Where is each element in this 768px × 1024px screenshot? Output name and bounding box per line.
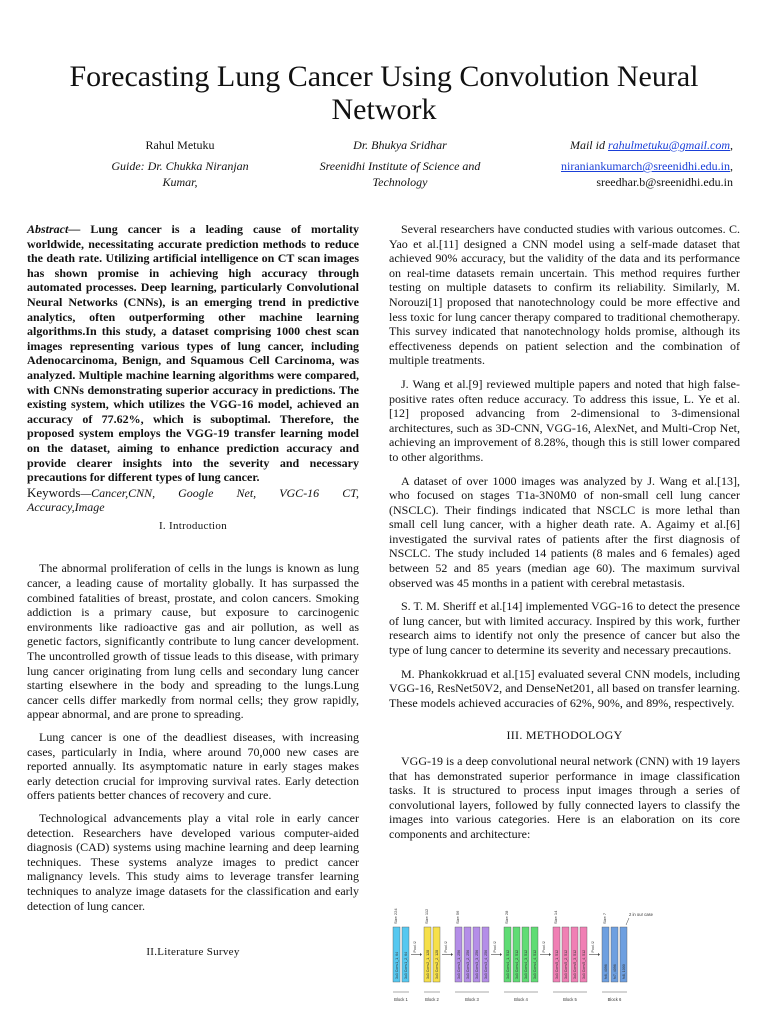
email-link-1[interactable]: rahulmetuku@gmail.com <box>607 138 730 152</box>
email-separator: , <box>730 159 733 173</box>
author-affiliation: Guide: Dr. Chukka Niranjan Kumar, <box>111 159 249 189</box>
block-label: Block 6 <box>607 997 622 1002</box>
layer-label: 3x3 Conv4_3, 512 <box>524 949 528 979</box>
section-heading-methodology: III. METHODOLOGY <box>506 728 623 743</box>
literature-paragraph: S. T. M. Sheriff et al.[14] implemented VGG-16 to detect the presence of lung cancer, but with limited accuracy. Inspired by this work, further research aims to identify not only the presence of cancer but also the type of lung cancer to determine its severity and necessary precautions. <box>389 599 740 658</box>
size-label: Size 14 <box>553 910 558 924</box>
paper-title: Forecasting Lung Cancer Using Convolution Neural Network <box>69 60 699 126</box>
layer-label: 3x3 Conv4_1, 512 <box>506 949 510 979</box>
layer-label: 3x3 Conv2_2, 128 <box>435 949 439 979</box>
case-label: 2 in our case <box>629 912 653 917</box>
block-label: Block 1 <box>394 997 408 1002</box>
block-label: Block 4 <box>514 997 528 1002</box>
intro-paragraph: Technological advancements play a vital role in early cancer detection. Researchers have developed various computer-aided diagnosis (CAD) systems using machine learning and deep learning techniques. These systems analyze images to predict cancer malignancy levels. This study aims to leverage transfer learning techniques to analyze image datasets for the classification and early detection of lung cancer. <box>27 810 359 913</box>
pool-arrow-head <box>549 953 551 956</box>
block-label: Block 2 <box>425 997 439 1002</box>
case-arrow <box>626 918 629 925</box>
layer-label: 3x3 Conv1_1, 64 <box>395 951 399 979</box>
layer-label: 3x3 Conv2_1, 128 <box>426 949 430 979</box>
layer-label: 3x3 Conv1_2, 64 <box>404 951 408 979</box>
literature-paragraph: A dataset of over 1000 images was analyzed by J. Wang et al.[13], who focused on stages T1a-3N0M0 of non-small cell lung cancer (NSCLC). Their findings indicated that NSCLC is more lethal than small cell lung cancer, with a higher death rate. A. Agaimy et al.[6] investigated the survival rates of patients after the first diagnosis of NSCLC. The study included 14 patients (8 males and 6 females) aged between 52 and 85 years (median age 60). The maximum survival observed was 45 months in a patient with cerebral metastasis. <box>389 473 740 590</box>
literature-paragraph: Several researchers have conducted studies with various outcomes. C. Yao et al.[11] designed a CNN model using a self-made dataset that achieved 90% accuracy, but the validity of the data and its performance on real-time datasets remain uncertain. This method requires further testing on multiple datasets to confirm its reliability. Similarly, M. Norouzi[1] proposed that nanotechnology could be more effective and less toxic for lung cancer therapy compared to traditional chemotherapy. This survey indicated that nanotechnology holds promise, although its effectiveness depends on patient selection and the combination of multiple treatments. <box>389 222 740 368</box>
size-label: Size 56 <box>455 910 460 924</box>
contact-line-1 <box>515 137 733 153</box>
size-label: Size 224 <box>393 908 398 924</box>
layer-label: 3x3 Conv5_1, 512 <box>555 949 559 979</box>
left-column <box>27 222 359 960</box>
section-heading-introduction: I. Introduction <box>158 519 228 532</box>
vgg19-architecture-figure <box>389 900 689 1015</box>
layer-label: 3x3 Conv4_2, 512 <box>515 949 519 979</box>
keywords <box>27 486 359 515</box>
author-block-2 <box>300 137 500 190</box>
block-label: Block 5 <box>563 997 577 1002</box>
pool-label: Pool /2 <box>591 941 595 953</box>
pool-label: Pool /2 <box>444 941 448 953</box>
layer-label: 3x3 Conv4_4, 512 <box>533 949 537 979</box>
layer-label: 3x3 Conv3_1, 256 <box>457 949 461 979</box>
mail-label: Mail id <box>569 138 608 152</box>
pool-label: Pool /2 <box>493 941 497 953</box>
abstract-text: Lung cancer is a leading cause of mortality worldwide, necessitating accurate prediction methods to reduce the death rate. Utilizing artificial intelligence on CT scan images has shown promise in achieving high accuracy through automated processes. Deep learning, particularly Convolutional Neural Networks (CNNs), is an emerging trend in predictive analytics, often outperforming other machine learning algorithms.In this study, a dataset comprising 1000 chest scan images representing various types of lung cancer, including Adenocarcinoma, Benign, and Squamous Cell Carcinoma, was analyzed. Multiple machine learning algorithms were compared, with CNNs demonstrating superior accuracy in predictions. The existing system, which utilizes the VGG-16 model, achieved an accuracy of 77.62%, which is suboptimal. Therefore, the proposed system employs the VGG-19 transfer learning model on the dataset, aiming to enhance prediction accuracy and provide clearer insights into the severity and necessary precautions for different types of lung cancer. <box>27 222 359 485</box>
intro-paragraph: Lung cancer is one of the deadliest diseases, with increasing cases, particularly in India, where around 70,000 new cases are reported annually. Its asymptomatic nature in early stages makes early detection crucial for improving survival rates. Early detection offers patients better chances of recovery and cure. <box>27 730 359 803</box>
keywords-text: —Cancer,CNN, Google Net, VGC-16 CT, Accuracy,Image <box>27 485 359 515</box>
right-column <box>389 222 740 851</box>
abstract-lead: Abstract— <box>27 222 81 236</box>
pool-label: Pool /2 <box>413 941 417 953</box>
email-text-3: sreedhar.b@sreenidhi.edu.in <box>596 175 733 189</box>
layer-label: fc7, 4096 <box>613 964 617 979</box>
layer-label: 3x3 Conv5_4, 512 <box>582 949 586 979</box>
literature-paragraph: M. Phankokkruad et al.[15] evaluated several CNN models, including VGG-16, ResNet50V2, and DenseNet201, all based on transfer learning. These models achieved accuracies of 62%, 90%, and 89%, respectively. <box>389 666 740 710</box>
pool-label: Pool /2 <box>542 941 546 953</box>
author-name: Dr. Bhukya Sridhar <box>353 138 447 152</box>
layer-label: 3x3 Conv3_2, 256 <box>466 949 470 979</box>
section-heading-literature-survey: II.Literature Survey <box>146 946 240 959</box>
author-affiliation: Sreenidhi Institute of Science and Technology <box>319 159 481 189</box>
layer-label: 3x3 Conv3_4, 256 <box>484 949 488 979</box>
contact-block <box>515 137 733 190</box>
methodology-paragraph: VGG-19 is a deep convolutional neural network (CNN) with 19 layers that has demonstrated superior performance in image classification tasks. It is structured to process input images through a series of convolutional layers, followed by fully connected layers to classify the images into various categories. Here is an elaboration on its core components and architecture: <box>389 754 740 841</box>
email-separator: , <box>730 138 733 152</box>
layer-label: fc6, 4096 <box>604 964 608 979</box>
abstract <box>27 222 359 485</box>
layer-label: fc8, 1000 <box>622 964 626 979</box>
email-link-2[interactable]: niraniankumarch@sreenidhi.edu.in <box>561 159 730 173</box>
pool-arrow-head <box>500 953 502 956</box>
pool-arrow-head <box>420 953 422 956</box>
pool-arrow-head <box>598 953 600 956</box>
author-name: Rahul Metuku <box>145 138 215 152</box>
keywords-label: Keywords <box>27 484 81 500</box>
author-block-1 <box>95 137 265 190</box>
contact-line-2 <box>515 158 733 174</box>
literature-paragraph: J. Wang et al.[9] reviewed multiple papers and noted that high false-positive rates often reduce accuracy. To address this issue, L. Ye et al.[12] proposed advancing from 2-dimensional to 3-dimensional architectures, such as 3D-CNN, VGG-16, AlexNet, and Multi-Crop Net, achieving an improvement of 8.28%, though this is still lower compared to other algorithms. <box>389 376 740 464</box>
layer-label: 3x3 Conv5_2, 512 <box>564 949 568 979</box>
block-label: Block 3 <box>465 997 479 1002</box>
layer-label: 3x3 Conv5_3, 512 <box>573 949 577 979</box>
layer-label: 3x3 Conv3_3, 256 <box>475 949 479 979</box>
pool-arrow-head <box>451 953 453 956</box>
size-label: Size 28 <box>504 910 509 924</box>
intro-paragraph: The abnormal proliferation of cells in the lungs is known as lung cancer, a leading cause of mortality globally. It has surpassed the combined fatalities of breast, prostate, and colon cancers. Smoking addiction is a primary cause, but exposure to carcinogenic environments like radioactive gas and air pollution, as well as genetic factors, significantly contribute to lung cancer development. The uncontrolled growth of tissue leads to this disease, with primary lung cancer originating from lung cells and secondary lung cancer starting elsewhere in the body and spreading to the lungs.Lung cancer cells differ markedly from normal cells; they grow rapidly, appear abnormal, and are prone to spreading. <box>27 561 359 722</box>
size-label: Size 7 <box>602 912 607 924</box>
size-label: Size 112 <box>424 908 429 924</box>
